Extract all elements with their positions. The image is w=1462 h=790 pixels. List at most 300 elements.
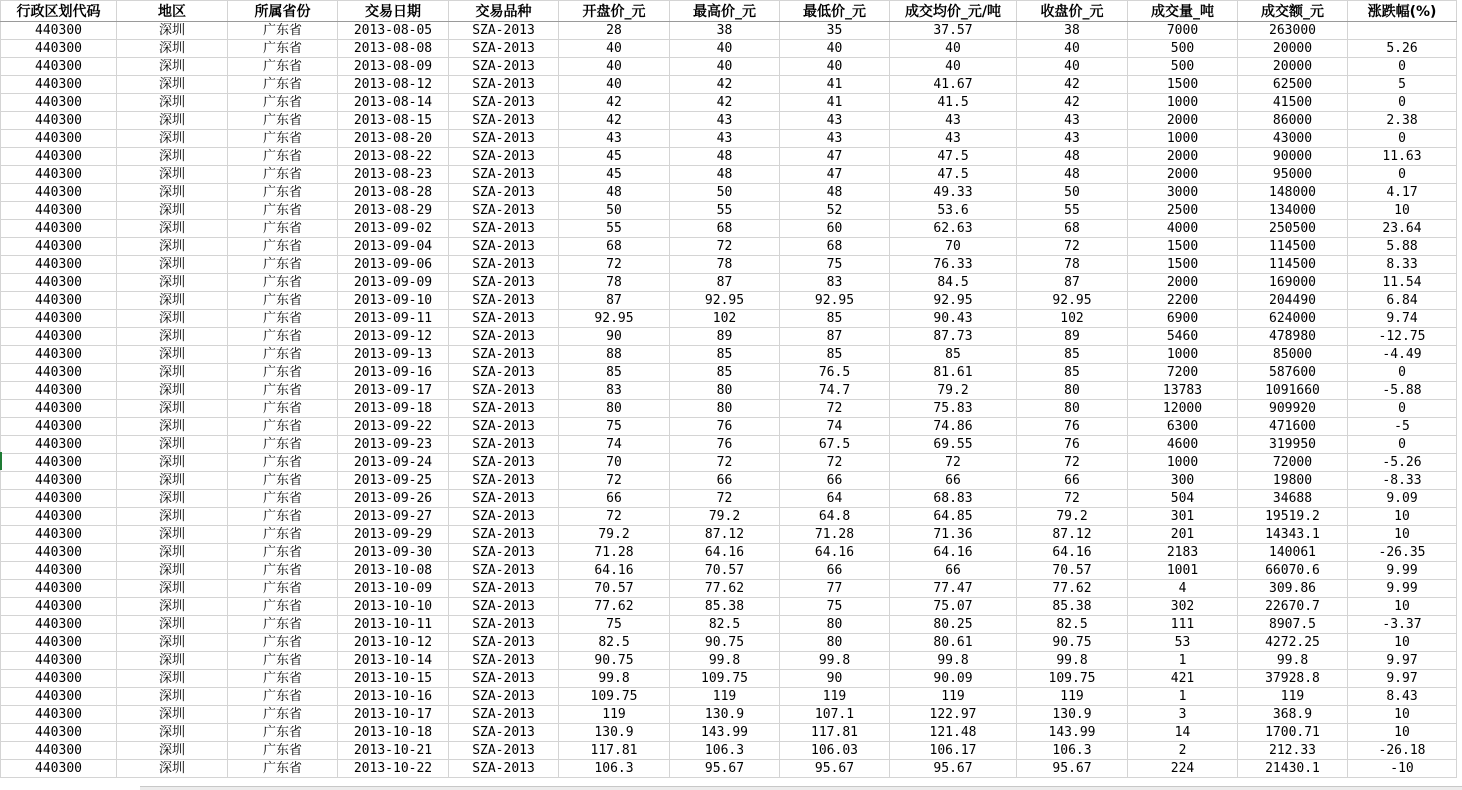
cell-change-pct[interactable]: 10 <box>1348 634 1457 652</box>
cell-volume[interactable]: 1000 <box>1128 454 1238 472</box>
cell-product[interactable]: SZA-2013 <box>449 706 559 724</box>
cell-avg-price[interactable]: 49.33 <box>890 184 1017 202</box>
cell-region-code[interactable]: 440300 <box>1 400 117 418</box>
cell-region[interactable]: 深圳 <box>117 688 228 706</box>
cell-province[interactable]: 广东省 <box>228 202 338 220</box>
cell-volume[interactable]: 5460 <box>1128 328 1238 346</box>
cell-province[interactable]: 广东省 <box>228 472 338 490</box>
cell-product[interactable]: SZA-2013 <box>449 760 559 778</box>
cell-region-code[interactable]: 440300 <box>1 382 117 400</box>
cell-product[interactable]: SZA-2013 <box>449 670 559 688</box>
cell-open-price[interactable]: 45 <box>559 166 670 184</box>
cell-province[interactable]: 广东省 <box>228 508 338 526</box>
cell-volume[interactable]: 14 <box>1128 724 1238 742</box>
cell-trade-date[interactable]: 2013-10-12 <box>338 634 449 652</box>
cell-product[interactable]: SZA-2013 <box>449 472 559 490</box>
cell-change-pct[interactable]: 2.38 <box>1348 112 1457 130</box>
cell-high-price[interactable]: 102 <box>670 310 780 328</box>
cell-open-price[interactable]: 90.75 <box>559 652 670 670</box>
cell-region[interactable]: 深圳 <box>117 220 228 238</box>
cell-avg-price[interactable]: 77.47 <box>890 580 1017 598</box>
cell-trade-date[interactable]: 2013-09-18 <box>338 400 449 418</box>
cell-low-price[interactable]: 75 <box>780 598 890 616</box>
cell-province[interactable]: 广东省 <box>228 310 338 328</box>
cell-region[interactable]: 深圳 <box>117 616 228 634</box>
cell-province[interactable]: 广东省 <box>228 184 338 202</box>
cell-product[interactable]: SZA-2013 <box>449 382 559 400</box>
cell-region[interactable]: 深圳 <box>117 580 228 598</box>
cell-high-price[interactable]: 76 <box>670 436 780 454</box>
cell-close-price[interactable]: 99.8 <box>1017 652 1128 670</box>
cell-close-price[interactable]: 79.2 <box>1017 508 1128 526</box>
cell-province[interactable]: 广东省 <box>228 544 338 562</box>
cell-close-price[interactable]: 42 <box>1017 76 1128 94</box>
cell-product[interactable]: SZA-2013 <box>449 202 559 220</box>
cell-province[interactable]: 广东省 <box>228 40 338 58</box>
cell-amount[interactable]: 21430.1 <box>1238 760 1348 778</box>
cell-product[interactable]: SZA-2013 <box>449 112 559 130</box>
cell-change-pct[interactable]: 9.74 <box>1348 310 1457 328</box>
cell-close-price[interactable]: 87 <box>1017 274 1128 292</box>
cell-avg-price[interactable]: 70 <box>890 238 1017 256</box>
cell-high-price[interactable]: 38 <box>670 22 780 40</box>
cell-amount[interactable]: 368.9 <box>1238 706 1348 724</box>
header-cell-high-price[interactable]: 最高价_元 <box>670 1 780 22</box>
cell-low-price[interactable]: 71.28 <box>780 526 890 544</box>
cell-avg-price[interactable]: 41.5 <box>890 94 1017 112</box>
cell-amount[interactable]: 14343.1 <box>1238 526 1348 544</box>
header-cell-trade-date[interactable]: 交易日期 <box>338 1 449 22</box>
cell-change-pct[interactable]: -5.88 <box>1348 382 1457 400</box>
cell-change-pct[interactable]: 0 <box>1348 58 1457 76</box>
cell-product[interactable]: SZA-2013 <box>449 454 559 472</box>
header-cell-region-code[interactable]: 行政区划代码 <box>1 1 117 22</box>
cell-volume[interactable]: 500 <box>1128 58 1238 76</box>
cell-low-price[interactable]: 72 <box>780 454 890 472</box>
header-cell-amount[interactable]: 成交额_元 <box>1238 1 1348 22</box>
cell-province[interactable]: 广东省 <box>228 76 338 94</box>
cell-amount[interactable]: 19519.2 <box>1238 508 1348 526</box>
cell-avg-price[interactable]: 85 <box>890 346 1017 364</box>
header-cell-close-price[interactable]: 收盘价_元 <box>1017 1 1128 22</box>
cell-low-price[interactable]: 99.8 <box>780 652 890 670</box>
cell-change-pct[interactable] <box>1348 22 1457 40</box>
cell-open-price[interactable]: 99.8 <box>559 670 670 688</box>
cell-avg-price[interactable]: 75.83 <box>890 400 1017 418</box>
cell-trade-date[interactable]: 2013-10-21 <box>338 742 449 760</box>
cell-close-price[interactable]: 76 <box>1017 436 1128 454</box>
cell-region-code[interactable]: 440300 <box>1 652 117 670</box>
cell-region-code[interactable]: 440300 <box>1 130 117 148</box>
cell-change-pct[interactable]: 10 <box>1348 526 1457 544</box>
cell-region-code[interactable]: 440300 <box>1 670 117 688</box>
cell-amount[interactable]: 43000 <box>1238 130 1348 148</box>
cell-region-code[interactable]: 440300 <box>1 364 117 382</box>
cell-low-price[interactable]: 64 <box>780 490 890 508</box>
cell-trade-date[interactable]: 2013-08-29 <box>338 202 449 220</box>
cell-close-price[interactable]: 143.99 <box>1017 724 1128 742</box>
cell-open-price[interactable]: 40 <box>559 40 670 58</box>
cell-amount[interactable]: 478980 <box>1238 328 1348 346</box>
cell-volume[interactable]: 7200 <box>1128 364 1238 382</box>
cell-region[interactable]: 深圳 <box>117 148 228 166</box>
header-cell-open-price[interactable]: 开盘价_元 <box>559 1 670 22</box>
cell-product[interactable]: SZA-2013 <box>449 652 559 670</box>
cell-avg-price[interactable]: 90.43 <box>890 310 1017 328</box>
cell-high-price[interactable]: 87 <box>670 274 780 292</box>
cell-product[interactable]: SZA-2013 <box>449 508 559 526</box>
cell-high-price[interactable]: 72 <box>670 490 780 508</box>
cell-region[interactable]: 深圳 <box>117 130 228 148</box>
cell-product[interactable]: SZA-2013 <box>449 598 559 616</box>
cell-amount[interactable]: 250500 <box>1238 220 1348 238</box>
cell-amount[interactable]: 134000 <box>1238 202 1348 220</box>
cell-province[interactable]: 广东省 <box>228 454 338 472</box>
cell-province[interactable]: 广东省 <box>228 688 338 706</box>
cell-province[interactable]: 广东省 <box>228 616 338 634</box>
cell-high-price[interactable]: 40 <box>670 40 780 58</box>
cell-region[interactable]: 深圳 <box>117 544 228 562</box>
cell-product[interactable]: SZA-2013 <box>449 634 559 652</box>
cell-open-price[interactable]: 42 <box>559 112 670 130</box>
cell-amount[interactable]: 62500 <box>1238 76 1348 94</box>
cell-high-price[interactable]: 72 <box>670 454 780 472</box>
cell-volume[interactable]: 2000 <box>1128 148 1238 166</box>
cell-volume[interactable]: 2183 <box>1128 544 1238 562</box>
cell-low-price[interactable]: 72 <box>780 400 890 418</box>
cell-close-price[interactable]: 89 <box>1017 328 1128 346</box>
cell-low-price[interactable]: 85 <box>780 310 890 328</box>
cell-region-code[interactable]: 440300 <box>1 76 117 94</box>
cell-open-price[interactable]: 28 <box>559 22 670 40</box>
cell-region[interactable]: 深圳 <box>117 76 228 94</box>
cell-open-price[interactable]: 40 <box>559 58 670 76</box>
cell-change-pct[interactable]: -26.35 <box>1348 544 1457 562</box>
cell-region[interactable]: 深圳 <box>117 310 228 328</box>
cell-province[interactable]: 广东省 <box>228 652 338 670</box>
cell-province[interactable]: 广东省 <box>228 328 338 346</box>
cell-region-code[interactable]: 440300 <box>1 562 117 580</box>
cell-trade-date[interactable]: 2013-09-29 <box>338 526 449 544</box>
cell-close-price[interactable]: 50 <box>1017 184 1128 202</box>
cell-low-price[interactable]: 75 <box>780 256 890 274</box>
cell-region[interactable]: 深圳 <box>117 202 228 220</box>
cell-close-price[interactable]: 87.12 <box>1017 526 1128 544</box>
cell-product[interactable]: SZA-2013 <box>449 580 559 598</box>
cell-region-code[interactable]: 440300 <box>1 454 117 472</box>
header-cell-low-price[interactable]: 最低价_元 <box>780 1 890 22</box>
cell-close-price[interactable]: 66 <box>1017 472 1128 490</box>
cell-low-price[interactable]: 35 <box>780 22 890 40</box>
cell-volume[interactable]: 1000 <box>1128 94 1238 112</box>
cell-avg-price[interactable]: 79.2 <box>890 382 1017 400</box>
cell-amount[interactable]: 20000 <box>1238 58 1348 76</box>
cell-product[interactable]: SZA-2013 <box>449 688 559 706</box>
cell-trade-date[interactable]: 2013-09-12 <box>338 328 449 346</box>
cell-change-pct[interactable]: 9.97 <box>1348 652 1457 670</box>
cell-change-pct[interactable]: 10 <box>1348 724 1457 742</box>
cell-trade-date[interactable]: 2013-10-08 <box>338 562 449 580</box>
cell-close-price[interactable]: 40 <box>1017 40 1128 58</box>
cell-high-price[interactable]: 70.57 <box>670 562 780 580</box>
cell-trade-date[interactable]: 2013-10-14 <box>338 652 449 670</box>
cell-open-price[interactable]: 43 <box>559 130 670 148</box>
cell-region-code[interactable]: 440300 <box>1 598 117 616</box>
cell-low-price[interactable]: 52 <box>780 202 890 220</box>
cell-region-code[interactable]: 440300 <box>1 328 117 346</box>
cell-high-price[interactable]: 90.75 <box>670 634 780 652</box>
cell-change-pct[interactable]: 9.99 <box>1348 580 1457 598</box>
cell-low-price[interactable]: 83 <box>780 274 890 292</box>
cell-volume[interactable]: 300 <box>1128 472 1238 490</box>
cell-province[interactable]: 广东省 <box>228 706 338 724</box>
cell-product[interactable]: SZA-2013 <box>449 400 559 418</box>
cell-low-price[interactable]: 76.5 <box>780 364 890 382</box>
cell-high-price[interactable]: 82.5 <box>670 616 780 634</box>
cell-region[interactable]: 深圳 <box>117 256 228 274</box>
cell-amount[interactable]: 90000 <box>1238 148 1348 166</box>
cell-amount[interactable]: 8907.5 <box>1238 616 1348 634</box>
cell-high-price[interactable]: 95.67 <box>670 760 780 778</box>
cell-trade-date[interactable]: 2013-09-09 <box>338 274 449 292</box>
cell-product[interactable]: SZA-2013 <box>449 256 559 274</box>
cell-high-price[interactable]: 77.62 <box>670 580 780 598</box>
cell-change-pct[interactable]: 11.54 <box>1348 274 1457 292</box>
cell-high-price[interactable]: 76 <box>670 418 780 436</box>
cell-open-price[interactable]: 83 <box>559 382 670 400</box>
cell-amount[interactable]: 95000 <box>1238 166 1348 184</box>
cell-open-price[interactable]: 66 <box>559 490 670 508</box>
cell-trade-date[interactable]: 2013-10-17 <box>338 706 449 724</box>
cell-close-price[interactable]: 43 <box>1017 112 1128 130</box>
cell-region[interactable]: 深圳 <box>117 454 228 472</box>
cell-change-pct[interactable]: 8.43 <box>1348 688 1457 706</box>
cell-change-pct[interactable]: 4.17 <box>1348 184 1457 202</box>
cell-trade-date[interactable]: 2013-08-28 <box>338 184 449 202</box>
cell-region-code[interactable]: 440300 <box>1 418 117 436</box>
cell-high-price[interactable]: 43 <box>670 130 780 148</box>
cell-region[interactable]: 深圳 <box>117 346 228 364</box>
cell-change-pct[interactable]: 10 <box>1348 508 1457 526</box>
cell-close-price[interactable]: 90.75 <box>1017 634 1128 652</box>
cell-region-code[interactable]: 440300 <box>1 580 117 598</box>
cell-product[interactable]: SZA-2013 <box>449 616 559 634</box>
cell-close-price[interactable]: 48 <box>1017 148 1128 166</box>
cell-product[interactable]: SZA-2013 <box>449 40 559 58</box>
cell-trade-date[interactable]: 2013-08-14 <box>338 94 449 112</box>
cell-volume[interactable]: 421 <box>1128 670 1238 688</box>
cell-open-price[interactable]: 74 <box>559 436 670 454</box>
cell-province[interactable]: 广东省 <box>228 256 338 274</box>
cell-high-price[interactable]: 119 <box>670 688 780 706</box>
cell-low-price[interactable]: 106.03 <box>780 742 890 760</box>
cell-product[interactable]: SZA-2013 <box>449 562 559 580</box>
cell-region-code[interactable]: 440300 <box>1 436 117 454</box>
cell-product[interactable]: SZA-2013 <box>449 148 559 166</box>
cell-trade-date[interactable]: 2013-10-22 <box>338 760 449 778</box>
cell-region[interactable]: 深圳 <box>117 166 228 184</box>
cell-open-price[interactable]: 77.62 <box>559 598 670 616</box>
cell-low-price[interactable]: 64.16 <box>780 544 890 562</box>
cell-low-price[interactable]: 80 <box>780 634 890 652</box>
cell-amount[interactable]: 119 <box>1238 688 1348 706</box>
cell-product[interactable]: SZA-2013 <box>449 130 559 148</box>
cell-low-price[interactable]: 48 <box>780 184 890 202</box>
cell-amount[interactable]: 140061 <box>1238 544 1348 562</box>
cell-open-price[interactable]: 40 <box>559 76 670 94</box>
cell-avg-price[interactable]: 40 <box>890 40 1017 58</box>
cell-change-pct[interactable]: -4.49 <box>1348 346 1457 364</box>
cell-close-price[interactable]: 95.67 <box>1017 760 1128 778</box>
cell-volume[interactable]: 2500 <box>1128 202 1238 220</box>
cell-volume[interactable]: 302 <box>1128 598 1238 616</box>
cell-avg-price[interactable]: 80.61 <box>890 634 1017 652</box>
cell-trade-date[interactable]: 2013-09-11 <box>338 310 449 328</box>
cell-close-price[interactable]: 48 <box>1017 166 1128 184</box>
cell-region-code[interactable]: 440300 <box>1 760 117 778</box>
cell-close-price[interactable]: 77.62 <box>1017 580 1128 598</box>
cell-trade-date[interactable]: 2013-08-05 <box>338 22 449 40</box>
cell-high-price[interactable]: 48 <box>670 166 780 184</box>
cell-high-price[interactable]: 50 <box>670 184 780 202</box>
cell-close-price[interactable]: 85 <box>1017 346 1128 364</box>
cell-close-price[interactable]: 130.9 <box>1017 706 1128 724</box>
cell-region-code[interactable]: 440300 <box>1 184 117 202</box>
cell-high-price[interactable]: 99.8 <box>670 652 780 670</box>
cell-open-price[interactable]: 72 <box>559 256 670 274</box>
cell-product[interactable]: SZA-2013 <box>449 436 559 454</box>
cell-avg-price[interactable]: 81.61 <box>890 364 1017 382</box>
cell-amount[interactable]: 309.86 <box>1238 580 1348 598</box>
cell-region-code[interactable]: 440300 <box>1 220 117 238</box>
cell-volume[interactable]: 1500 <box>1128 238 1238 256</box>
cell-region[interactable]: 深圳 <box>117 184 228 202</box>
cell-trade-date[interactable]: 2013-08-08 <box>338 40 449 58</box>
cell-trade-date[interactable]: 2013-10-09 <box>338 580 449 598</box>
cell-high-price[interactable]: 78 <box>670 256 780 274</box>
cell-region[interactable]: 深圳 <box>117 472 228 490</box>
cell-amount[interactable]: 22670.7 <box>1238 598 1348 616</box>
cell-region[interactable]: 深圳 <box>117 562 228 580</box>
cell-low-price[interactable]: 40 <box>780 40 890 58</box>
cell-trade-date[interactable]: 2013-09-04 <box>338 238 449 256</box>
cell-product[interactable]: SZA-2013 <box>449 346 559 364</box>
cell-open-price[interactable]: 45 <box>559 148 670 166</box>
cell-avg-price[interactable]: 71.36 <box>890 526 1017 544</box>
cell-trade-date[interactable]: 2013-10-10 <box>338 598 449 616</box>
cell-product[interactable]: SZA-2013 <box>449 364 559 382</box>
cell-change-pct[interactable]: 9.97 <box>1348 670 1457 688</box>
cell-change-pct[interactable]: 5.88 <box>1348 238 1457 256</box>
cell-volume[interactable]: 6300 <box>1128 418 1238 436</box>
cell-province[interactable]: 广东省 <box>228 238 338 256</box>
cell-volume[interactable]: 4000 <box>1128 220 1238 238</box>
cell-close-price[interactable]: 72 <box>1017 490 1128 508</box>
cell-region[interactable]: 深圳 <box>117 760 228 778</box>
cell-open-price[interactable]: 48 <box>559 184 670 202</box>
cell-volume[interactable]: 53 <box>1128 634 1238 652</box>
cell-high-price[interactable]: 143.99 <box>670 724 780 742</box>
cell-province[interactable]: 广东省 <box>228 112 338 130</box>
cell-amount[interactable]: 319950 <box>1238 436 1348 454</box>
cell-low-price[interactable]: 41 <box>780 76 890 94</box>
cell-high-price[interactable]: 64.16 <box>670 544 780 562</box>
cell-avg-price[interactable]: 64.85 <box>890 508 1017 526</box>
cell-high-price[interactable]: 43 <box>670 112 780 130</box>
cell-volume[interactable]: 2000 <box>1128 112 1238 130</box>
cell-region-code[interactable]: 440300 <box>1 472 117 490</box>
header-cell-volume[interactable]: 成交量_吨 <box>1128 1 1238 22</box>
cell-high-price[interactable]: 72 <box>670 238 780 256</box>
header-cell-avg-price[interactable]: 成交均价_元/吨 <box>890 1 1017 22</box>
cell-region[interactable]: 深圳 <box>117 652 228 670</box>
cell-open-price[interactable]: 50 <box>559 202 670 220</box>
cell-change-pct[interactable]: 9.99 <box>1348 562 1457 580</box>
cell-trade-date[interactable]: 2013-09-02 <box>338 220 449 238</box>
cell-avg-price[interactable]: 64.16 <box>890 544 1017 562</box>
cell-close-price[interactable]: 38 <box>1017 22 1128 40</box>
cell-avg-price[interactable]: 76.33 <box>890 256 1017 274</box>
cell-open-price[interactable]: 75 <box>559 616 670 634</box>
cell-change-pct[interactable]: -5.26 <box>1348 454 1457 472</box>
cell-change-pct[interactable]: -3.37 <box>1348 616 1457 634</box>
cell-product[interactable]: SZA-2013 <box>449 724 559 742</box>
cell-open-price[interactable]: 92.95 <box>559 310 670 328</box>
cell-trade-date[interactable]: 2013-09-06 <box>338 256 449 274</box>
cell-trade-date[interactable]: 2013-09-23 <box>338 436 449 454</box>
cell-change-pct[interactable]: 23.64 <box>1348 220 1457 238</box>
cell-low-price[interactable]: 74.7 <box>780 382 890 400</box>
cell-change-pct[interactable]: 11.63 <box>1348 148 1457 166</box>
cell-high-price[interactable]: 87.12 <box>670 526 780 544</box>
cell-volume[interactable]: 1000 <box>1128 346 1238 364</box>
cell-product[interactable]: SZA-2013 <box>449 58 559 76</box>
cell-low-price[interactable]: 64.8 <box>780 508 890 526</box>
cell-trade-date[interactable]: 2013-09-13 <box>338 346 449 364</box>
cell-high-price[interactable]: 109.75 <box>670 670 780 688</box>
cell-region[interactable]: 深圳 <box>117 724 228 742</box>
cell-province[interactable]: 广东省 <box>228 490 338 508</box>
cell-product[interactable]: SZA-2013 <box>449 526 559 544</box>
cell-low-price[interactable]: 80 <box>780 616 890 634</box>
cell-low-price[interactable]: 68 <box>780 238 890 256</box>
cell-region[interactable]: 深圳 <box>117 634 228 652</box>
cell-region[interactable]: 深圳 <box>117 382 228 400</box>
cell-product[interactable]: SZA-2013 <box>449 238 559 256</box>
cell-region[interactable]: 深圳 <box>117 526 228 544</box>
cell-product[interactable]: SZA-2013 <box>449 184 559 202</box>
cell-open-price[interactable]: 71.28 <box>559 544 670 562</box>
cell-province[interactable]: 广东省 <box>228 166 338 184</box>
cell-close-price[interactable]: 76 <box>1017 418 1128 436</box>
cell-open-price[interactable]: 88 <box>559 346 670 364</box>
cell-open-price[interactable]: 82.5 <box>559 634 670 652</box>
cell-region-code[interactable]: 440300 <box>1 22 117 40</box>
cell-high-price[interactable]: 80 <box>670 400 780 418</box>
cell-close-price[interactable]: 68 <box>1017 220 1128 238</box>
cell-avg-price[interactable]: 40 <box>890 58 1017 76</box>
cell-trade-date[interactable]: 2013-09-30 <box>338 544 449 562</box>
cell-product[interactable]: SZA-2013 <box>449 328 559 346</box>
cell-product[interactable]: SZA-2013 <box>449 418 559 436</box>
cell-region[interactable]: 深圳 <box>117 238 228 256</box>
cell-avg-price[interactable]: 43 <box>890 112 1017 130</box>
cell-province[interactable]: 广东省 <box>228 634 338 652</box>
cell-close-price[interactable]: 40 <box>1017 58 1128 76</box>
cell-volume[interactable]: 1000 <box>1128 130 1238 148</box>
cell-amount[interactable]: 4272.25 <box>1238 634 1348 652</box>
cell-region-code[interactable]: 440300 <box>1 544 117 562</box>
